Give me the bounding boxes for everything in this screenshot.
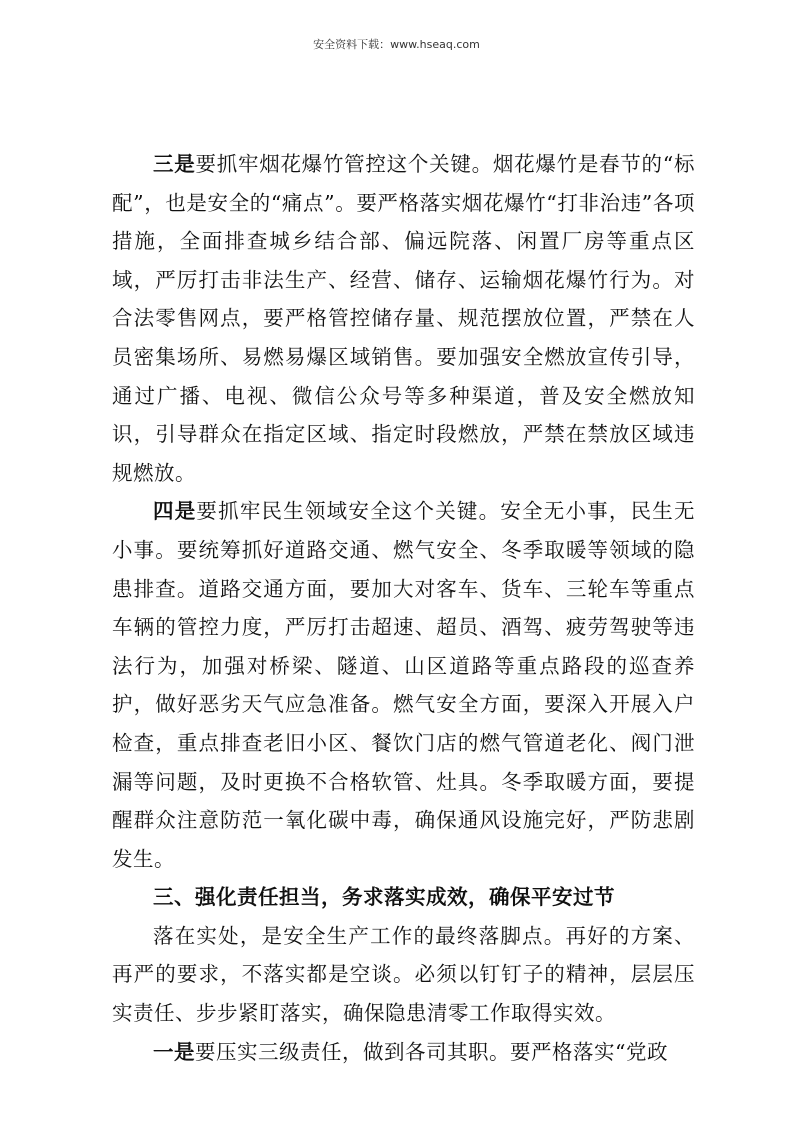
paragraph-lead: 四是: [153, 499, 197, 524]
paragraph-lead: 一是: [153, 1039, 195, 1064]
paragraph-lead: 三是: [153, 152, 196, 176]
paragraph-fireworks-control: [112, 145, 695, 492]
paragraph-livelihood-safety: [112, 492, 695, 878]
paragraph-responsibility: [112, 1033, 695, 1072]
page-header-source: 安全资料下载：www.hseaq.com: [313, 38, 480, 51]
paragraph-text: 要抓牢民生领域安全这个关键。安全无小事，民生无小事。要统筹抓好道路交通、燃气安全、冬季取暖等领域的隐患排查。道路交通方面，要加大对客车、货车、三轮车等重点车辆的管控力度，严厉打击超速、超员、酒驾、疲劳驾驶等违法行为，加强对桥梁、隧道、山区道路等重点路段的巡查养护，做好恶劣天气应急准备。燃气安全方面，要深入开展入户检查，重点排查老旧小区、餐饮门店的燃气管道老化、阀门泄漏等问题，及时更换不合格软管、灶具。冬季取暖方面，要提醒群众注意防范一氧化碳中毒，确保通风设施完好，严防悲剧发生。: [112, 499, 696, 871]
section-heading: 三、强化责任担当，务求落实成效，确保平安过节: [153, 885, 615, 910]
document-body: [112, 145, 695, 1071]
paragraph-text: 要压实三级责任，做到各司其职。要严格落实“党政: [195, 1039, 668, 1064]
paragraph-text: 要抓牢烟花爆竹管控这个关键。烟花爆竹是春节的“标配”，也是安全的“痛点”。要严格落实烟花爆竹“打非治违”各项措施，全面排查城乡结合部、偏远院落、闲置厂房等重点区域，严厉打击非法生产、经营、储存、运输烟花爆竹行为。对合法零售网点，要严格管控储存量、规范摆放位置，严禁在人员密集场所、易燃易爆区域销售。要加强安全燃放宣传引导，通过广播、电视、微信公众号等多种渠道，普及安全燃放知识，引导群众在指定区域、指定时段燃放，严禁在禁放区域违规燃放。: [112, 152, 695, 485]
section-intro-paragraph: 落在实处，是安全生产工作的最终落脚点。再好的方案、再严的要求，不落实都是空谈。必须以钉钉子的精神，层层压实责任、步步紧盯落实，确保隐患清零工作取得实效。: [112, 923, 695, 1026]
